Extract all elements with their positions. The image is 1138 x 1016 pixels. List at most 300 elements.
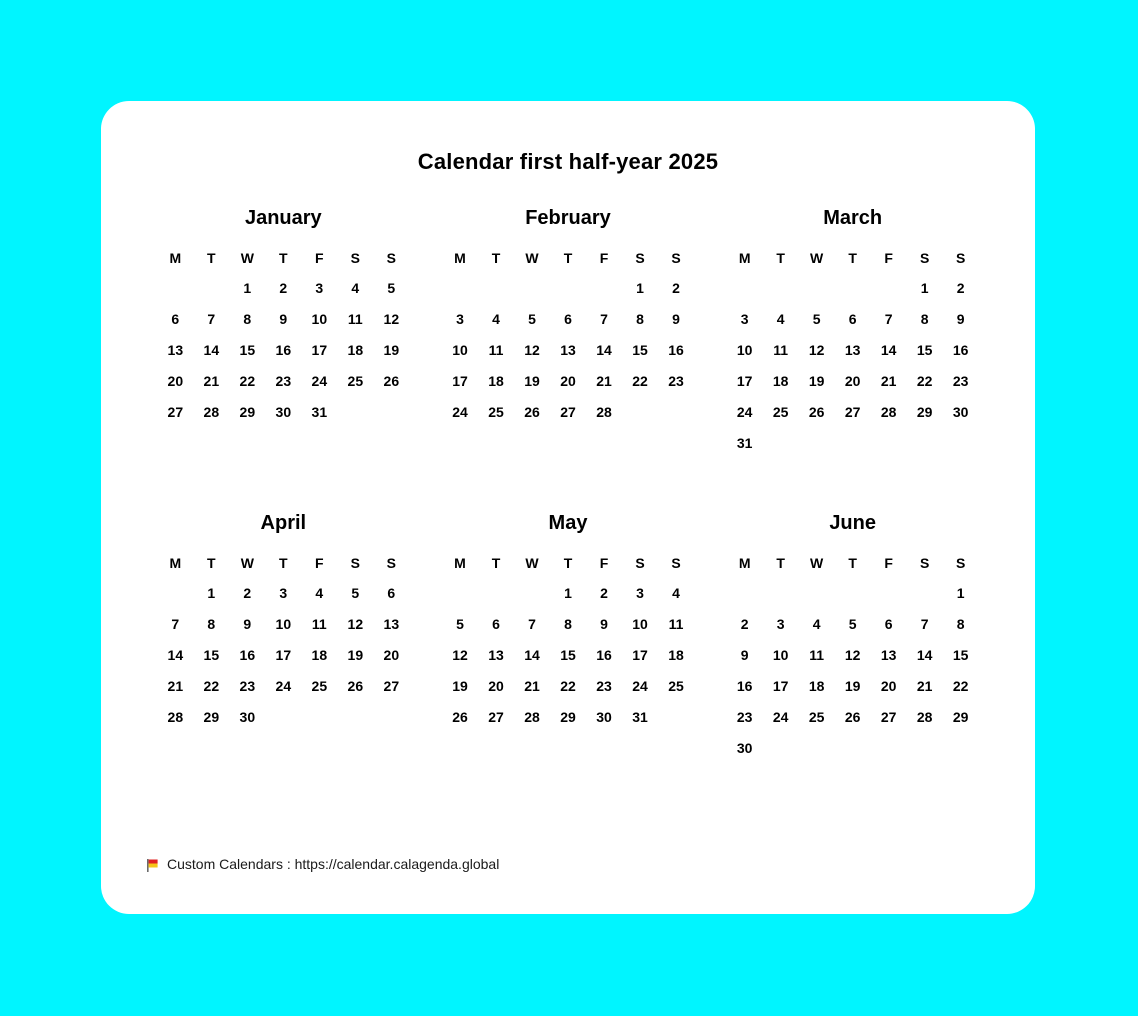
day-cell[interactable]: 14 (524, 646, 540, 663)
day-cell[interactable]: 25 (772, 403, 789, 420)
day-cell[interactable]: 4 (315, 584, 324, 601)
day-cell-empty (586, 272, 622, 303)
day-cell-empty (727, 577, 763, 608)
day-cell[interactable]: 31 (736, 434, 753, 451)
day-cell[interactable]: 15 (952, 646, 969, 663)
day-cell[interactable]: 27 (167, 403, 184, 420)
day-cell-empty (763, 272, 799, 303)
week-row (442, 639, 694, 670)
week-row (727, 670, 979, 701)
day-cell[interactable]: 4 (812, 615, 821, 632)
week-row (442, 608, 694, 639)
weekday-header-row (157, 244, 409, 272)
week-row (442, 365, 694, 396)
day-cell-empty (514, 577, 550, 608)
day-cell[interactable]: 26 (524, 403, 540, 420)
day-cell[interactable]: 26 (808, 403, 825, 420)
day-cell[interactable]: 5 (528, 310, 536, 327)
day-cell[interactable]: 10 (772, 646, 789, 663)
day-cell[interactable]: 7 (207, 310, 216, 327)
day-cell-empty (658, 396, 694, 427)
day-cell-empty (157, 577, 193, 608)
day-cell[interactable]: 15 (203, 646, 220, 663)
day-cell[interactable]: 25 (808, 708, 825, 725)
day-cell-empty (478, 272, 514, 303)
day-cell[interactable]: 8 (956, 615, 965, 632)
day-cell[interactable]: 5 (848, 615, 857, 632)
day-cell[interactable]: 9 (672, 310, 680, 327)
day-cell-empty (871, 427, 907, 458)
week-row (157, 396, 409, 427)
day-cell[interactable]: 20 (167, 372, 184, 389)
day-cell[interactable]: 10 (452, 341, 468, 358)
day-cell-empty (871, 272, 907, 303)
day-cell[interactable]: 11 (488, 341, 504, 358)
weekday-header: T (848, 250, 857, 266)
day-cell[interactable]: 16 (596, 646, 612, 663)
week-row (727, 427, 979, 458)
day-cell[interactable]: 14 (880, 341, 897, 358)
weekday-header: F (884, 555, 893, 571)
day-cell[interactable]: 29 (560, 708, 576, 725)
day-cell[interactable]: 14 (203, 341, 220, 358)
day-cell[interactable]: 28 (524, 708, 540, 725)
weekday-header: F (884, 250, 893, 266)
day-cell[interactable]: 30 (239, 708, 256, 725)
day-cell-empty (799, 272, 835, 303)
day-cell[interactable]: 23 (596, 677, 612, 694)
day-cell[interactable]: 3 (279, 584, 288, 601)
week-row (157, 608, 409, 639)
day-cell[interactable]: 9 (279, 310, 288, 327)
week-row (442, 701, 694, 732)
week-row (727, 303, 979, 334)
week-row (442, 670, 694, 701)
month-days-table (442, 549, 694, 732)
week-row (442, 334, 694, 365)
day-cell[interactable]: 17 (275, 646, 292, 663)
day-cell[interactable]: 6 (171, 310, 180, 327)
week-row (157, 272, 409, 303)
day-cell[interactable]: 16 (668, 341, 684, 358)
day-cell-empty (871, 577, 907, 608)
day-cell[interactable]: 1 (243, 279, 252, 296)
day-cell[interactable]: 26 (844, 708, 861, 725)
day-cell[interactable]: 23 (668, 372, 684, 389)
weekday-header: S (955, 555, 966, 571)
weekday-header: T (491, 555, 501, 571)
day-cell[interactable]: 26 (383, 372, 400, 389)
month-name: February (525, 207, 611, 229)
weekday-header: T (207, 555, 216, 571)
day-cell[interactable]: 8 (564, 615, 572, 632)
day-cell[interactable]: 31 (632, 708, 648, 725)
day-cell[interactable]: 30 (736, 739, 753, 756)
month-january (141, 207, 426, 458)
day-cell[interactable]: 8 (636, 310, 644, 327)
day-cell[interactable]: 21 (524, 677, 540, 694)
day-cell[interactable]: 17 (736, 372, 753, 389)
day-cell[interactable]: 15 (239, 341, 256, 358)
weekday-header: W (525, 250, 539, 266)
day-cell[interactable]: 25 (311, 677, 328, 694)
day-cell[interactable]: 20 (383, 646, 400, 663)
day-cell[interactable]: 13 (844, 341, 861, 358)
week-row (442, 303, 694, 334)
day-cell[interactable]: 23 (952, 372, 969, 389)
day-cell-empty (514, 272, 550, 303)
weekday-header-row (727, 244, 979, 272)
day-cell-empty (301, 701, 337, 732)
weekday-header: S (350, 555, 360, 571)
day-cell[interactable]: 10 (275, 615, 292, 632)
day-cell[interactable]: 27 (844, 403, 861, 420)
day-cell[interactable]: 4 (351, 279, 360, 296)
day-cell-empty (835, 272, 871, 303)
day-cell[interactable]: 6 (848, 310, 857, 327)
day-cell[interactable]: 18 (772, 372, 789, 389)
day-cell[interactable]: 12 (808, 341, 825, 358)
weekday-header: S (955, 250, 966, 266)
day-cell[interactable]: 7 (600, 310, 608, 327)
day-cell[interactable]: 4 (672, 584, 680, 601)
day-cell[interactable]: 26 (452, 708, 468, 725)
weekday-header: W (240, 555, 254, 571)
day-cell[interactable]: 27 (880, 708, 897, 725)
month-grid (141, 549, 426, 732)
day-cell[interactable]: 11 (668, 615, 684, 632)
day-cell[interactable]: 23 (275, 372, 292, 389)
day-cell[interactable]: 19 (524, 372, 540, 389)
day-cell[interactable]: 9 (600, 615, 608, 632)
month-grid (426, 244, 711, 427)
day-cell-empty (442, 577, 478, 608)
weekday-header-row (442, 244, 694, 272)
day-cell[interactable]: 22 (632, 372, 648, 389)
day-cell[interactable]: 4 (492, 310, 500, 327)
weekday-header: W (810, 250, 824, 266)
weekday-header-row (157, 549, 409, 577)
month-name: January (244, 207, 322, 229)
day-cell[interactable]: 3 (740, 310, 749, 327)
month-may (426, 512, 711, 763)
day-cell[interactable]: 9 (956, 310, 965, 327)
day-cell[interactable]: 30 (596, 708, 612, 725)
day-cell[interactable]: 20 (880, 677, 897, 694)
month-days-table (727, 549, 979, 763)
day-cell[interactable]: 15 (632, 341, 648, 358)
day-cell[interactable]: 1 (564, 584, 572, 601)
day-cell[interactable]: 13 (167, 341, 184, 358)
week-row (157, 334, 409, 365)
day-cell[interactable]: 29 (916, 403, 933, 420)
week-row (727, 396, 979, 427)
day-cell[interactable]: 1 (920, 279, 929, 296)
day-cell[interactable]: 11 (347, 310, 363, 327)
day-cell-empty (799, 427, 835, 458)
day-cell[interactable]: 12 (383, 310, 400, 327)
day-cell[interactable]: 12 (844, 646, 861, 663)
day-cell[interactable]: 6 (564, 310, 572, 327)
day-cell[interactable]: 24 (632, 677, 648, 694)
day-cell[interactable]: 13 (560, 341, 576, 358)
day-cell-empty (337, 701, 373, 732)
weekday-header: S (635, 555, 645, 571)
day-cell-empty (835, 427, 871, 458)
day-cell[interactable]: 29 (239, 403, 256, 420)
week-row (442, 577, 694, 608)
month-days-table (157, 244, 409, 427)
day-cell[interactable]: 18 (347, 341, 364, 358)
day-cell[interactable]: 5 (812, 310, 821, 327)
day-cell[interactable]: 10 (632, 615, 648, 632)
day-cell[interactable]: 3 (315, 279, 324, 296)
day-cell-empty (907, 577, 943, 608)
month-name: June (829, 512, 876, 534)
day-cell-empty (337, 396, 373, 427)
day-cell[interactable]: 7 (171, 615, 180, 632)
month-grid (710, 244, 995, 458)
day-cell-empty (871, 732, 907, 763)
day-cell[interactable]: 24 (736, 403, 753, 420)
day-cell[interactable]: 21 (596, 372, 612, 389)
weekday-header: S (635, 250, 645, 266)
day-cell[interactable]: 12 (347, 615, 364, 632)
day-cell[interactable]: 14 (596, 341, 612, 358)
day-cell[interactable]: 20 (560, 372, 576, 389)
day-cell[interactable]: 22 (560, 677, 576, 694)
weekday-header: W (525, 555, 539, 571)
week-row (727, 577, 979, 608)
day-cell-empty (943, 427, 979, 458)
day-cell[interactable]: 19 (347, 646, 364, 663)
day-cell[interactable]: 21 (916, 677, 933, 694)
day-cell[interactable]: 27 (560, 403, 576, 420)
day-cell[interactable]: 25 (347, 372, 364, 389)
day-cell[interactable]: 10 (311, 310, 328, 327)
day-cell[interactable]: 28 (203, 403, 220, 420)
day-cell[interactable]: 26 (347, 677, 364, 694)
day-cell[interactable]: 15 (916, 341, 933, 358)
day-cell[interactable]: 2 (279, 279, 288, 296)
calendar-card (101, 101, 1035, 914)
day-cell[interactable]: 24 (772, 708, 789, 725)
day-cell[interactable]: 1 (636, 279, 644, 296)
month-days-table (442, 244, 694, 427)
month-april (141, 512, 426, 763)
day-cell[interactable]: 18 (808, 677, 825, 694)
week-row (442, 396, 694, 427)
day-cell[interactable]: 24 (452, 403, 468, 420)
week-row (727, 365, 979, 396)
weekday-header: S (386, 555, 396, 571)
day-cell[interactable]: 6 (492, 615, 500, 632)
day-cell[interactable]: 16 (275, 341, 292, 358)
day-cell[interactable]: 25 (488, 403, 504, 420)
day-cell[interactable]: 14 (916, 646, 933, 663)
day-cell[interactable]: 3 (456, 310, 464, 327)
day-cell[interactable]: 7 (920, 615, 929, 632)
weekday-header: M (738, 250, 751, 266)
day-cell[interactable]: 25 (668, 677, 684, 694)
day-cell[interactable]: 18 (311, 646, 328, 663)
day-cell[interactable]: 23 (239, 677, 256, 694)
day-cell-empty (373, 396, 409, 427)
day-cell[interactable]: 5 (351, 584, 360, 601)
day-cell[interactable]: 10 (736, 341, 753, 358)
day-cell[interactable]: 2 (672, 279, 680, 296)
months-row-first (101, 207, 1035, 458)
day-cell[interactable]: 9 (740, 646, 749, 663)
day-cell[interactable]: 6 (884, 615, 893, 632)
day-cell[interactable]: 19 (383, 341, 400, 358)
day-cell[interactable]: 28 (167, 708, 184, 725)
weekday-header-row (727, 549, 979, 577)
week-row (442, 272, 694, 303)
day-cell[interactable]: 2 (956, 279, 965, 296)
day-cell[interactable]: 5 (387, 279, 396, 296)
day-cell-empty (799, 577, 835, 608)
day-cell[interactable]: 13 (383, 615, 400, 632)
day-cell[interactable]: 23 (736, 708, 753, 725)
day-cell[interactable]: 28 (596, 403, 612, 420)
day-cell[interactable]: 12 (452, 646, 468, 663)
day-cell[interactable]: 22 (239, 372, 256, 389)
day-cell[interactable]: 19 (844, 677, 861, 694)
day-cell[interactable]: 11 (311, 615, 327, 632)
weekday-header: S (671, 250, 681, 266)
weekday-header: T (776, 250, 785, 266)
day-cell[interactable]: 19 (452, 677, 468, 694)
day-cell[interactable]: 21 (167, 677, 184, 694)
day-cell[interactable]: 6 (387, 584, 396, 601)
weekday-header: S (919, 250, 930, 266)
day-cell[interactable]: 14 (167, 646, 184, 663)
weekday-header: M (169, 555, 182, 571)
week-row (727, 608, 979, 639)
day-cell[interactable]: 8 (243, 310, 252, 327)
day-cell[interactable]: 8 (920, 310, 929, 327)
weekday-header: W (810, 555, 824, 571)
day-cell[interactable]: 17 (772, 677, 789, 694)
day-cell[interactable]: 22 (916, 372, 933, 389)
day-cell[interactable]: 13 (880, 646, 897, 663)
day-cell[interactable]: 21 (203, 372, 220, 389)
day-cell[interactable]: 3 (776, 615, 785, 632)
day-cell[interactable]: 2 (243, 584, 252, 601)
weekday-header: T (848, 555, 857, 571)
day-cell-empty (727, 272, 763, 303)
day-cell[interactable]: 8 (207, 615, 216, 632)
day-cell[interactable]: 18 (668, 646, 684, 663)
weekday-header: T (207, 250, 216, 266)
weekday-header: W (240, 250, 254, 266)
day-cell[interactable]: 29 (203, 708, 220, 725)
month-grid (141, 244, 426, 427)
day-cell[interactable]: 30 (952, 403, 969, 420)
day-cell[interactable]: 7 (528, 615, 536, 632)
day-cell[interactable]: 29 (952, 708, 969, 725)
day-cell[interactable]: 20 (844, 372, 861, 389)
day-cell-empty (835, 732, 871, 763)
day-cell[interactable]: 20 (488, 677, 504, 694)
day-cell[interactable]: 4 (776, 310, 785, 327)
weekday-header: S (350, 250, 360, 266)
day-cell-empty (907, 732, 943, 763)
day-cell-empty (157, 272, 193, 303)
day-cell-empty (658, 701, 694, 732)
week-row (727, 272, 979, 303)
day-cell[interactable]: 16 (736, 677, 753, 694)
weekday-header: T (776, 555, 785, 571)
day-cell[interactable]: 12 (524, 341, 540, 358)
day-cell[interactable]: 18 (488, 372, 504, 389)
week-row (157, 577, 409, 608)
weekday-header: F (599, 555, 609, 571)
day-cell[interactable]: 16 (239, 646, 256, 663)
day-cell[interactable]: 2 (600, 584, 608, 601)
month-grid (710, 549, 995, 763)
month-name: March (823, 207, 883, 229)
day-cell[interactable]: 27 (383, 677, 400, 694)
day-cell[interactable]: 11 (809, 646, 825, 663)
day-cell[interactable]: 17 (311, 341, 328, 358)
day-cell[interactable]: 15 (560, 646, 576, 663)
day-cell[interactable]: 28 (880, 403, 897, 420)
day-cell[interactable]: 21 (880, 372, 897, 389)
day-cell-empty (907, 427, 943, 458)
weekday-header: F (315, 250, 324, 266)
day-cell[interactable]: 16 (952, 341, 969, 358)
day-cell[interactable]: 5 (456, 615, 464, 632)
day-cell[interactable]: 30 (275, 403, 292, 420)
day-cell-empty (442, 272, 478, 303)
day-cell[interactable]: 22 (952, 677, 969, 694)
day-cell[interactable]: 7 (884, 310, 893, 327)
week-row (157, 670, 409, 701)
weekday-header: M (738, 555, 751, 571)
day-cell[interactable]: 3 (636, 584, 644, 601)
day-cell[interactable]: 19 (808, 372, 825, 389)
weekday-header: F (599, 250, 609, 266)
day-cell[interactable]: 31 (311, 403, 328, 420)
day-cell[interactable]: 24 (311, 372, 328, 389)
week-row (157, 303, 409, 334)
day-cell[interactable]: 17 (452, 372, 468, 389)
weekday-header: S (919, 555, 930, 571)
day-cell[interactable]: 2 (740, 615, 749, 632)
day-cell[interactable]: 27 (488, 708, 504, 725)
day-cell-empty (835, 577, 871, 608)
weekday-header: S (671, 555, 681, 571)
day-cell[interactable]: 1 (207, 584, 216, 601)
weekday-header: M (169, 250, 182, 266)
flag-icon (145, 858, 160, 873)
week-row (157, 701, 409, 732)
day-cell[interactable]: 9 (243, 615, 252, 632)
day-cell[interactable]: 1 (956, 584, 965, 601)
weekday-header: S (386, 250, 396, 266)
weekday-header: F (315, 555, 324, 571)
day-cell[interactable]: 24 (275, 677, 292, 694)
day-cell[interactable]: 11 (773, 341, 789, 358)
weekday-header-row (442, 549, 694, 577)
day-cell[interactable]: 22 (203, 677, 220, 694)
day-cell[interactable]: 28 (916, 708, 933, 725)
day-cell-empty (193, 272, 229, 303)
day-cell[interactable]: 13 (488, 646, 504, 663)
day-cell[interactable]: 17 (632, 646, 648, 663)
